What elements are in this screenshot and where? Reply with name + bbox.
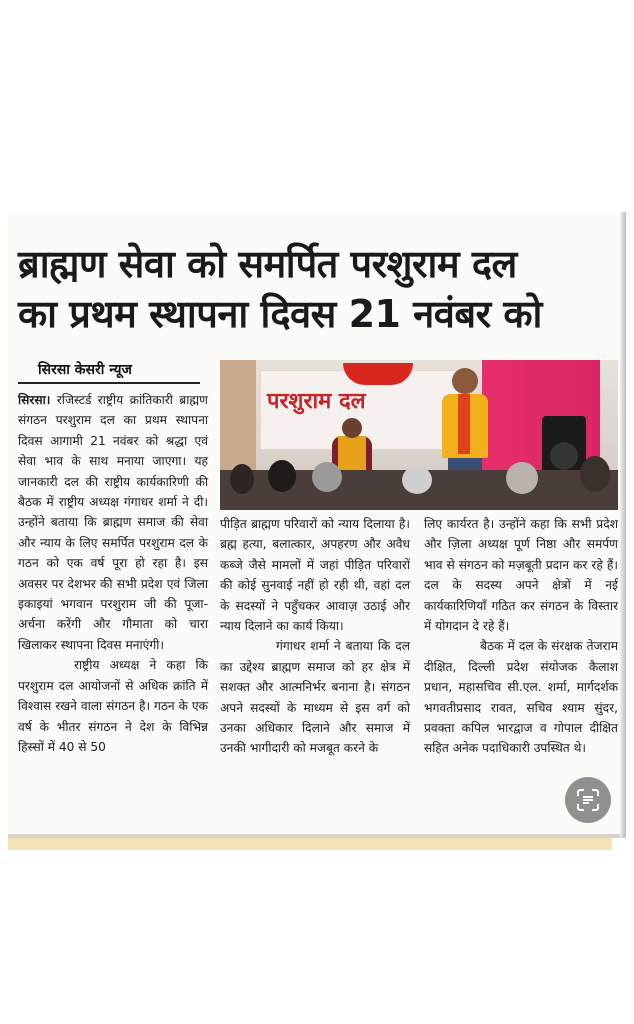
article-column-1 — [18, 390, 208, 757]
page-edge-shadow — [620, 212, 626, 838]
newspaper-clipping — [8, 212, 626, 838]
article-photo — [220, 360, 618, 510]
byline: सिरसा केसरी न्यूज — [38, 362, 132, 378]
article-column-2 — [220, 514, 410, 759]
headline-line-1: ब्राह्मण सेवा को समर्पित परशुराम दल — [18, 242, 517, 286]
dateline: सिरसा। — [18, 393, 51, 407]
photo-audience — [220, 470, 618, 510]
byline-rule — [18, 382, 200, 384]
banner-emblem — [343, 363, 413, 385]
column-1-paragraph-1: रजिस्टर्ड राष्ट्रीय क्रांतिकारी ब्राह्मण संगठन परशुराम दल का प्रथम स्थापना दिवस आगामी 21 नवंबर को श्रद्धा एवं सेवा भाव के साथ मनाया जाएगा। यह जानकारी दल की राष्ट्रीय कार्यकारिणी की बैठक में राष्ट्रीय अध्यक्ष गंगाधर शर्मा ने दी। उन्होंने बताया कि ब्राह्मण समाज की सेवा और न्याय के लिए समर्पित परशुराम दल के गठन को एक वर्ष पूरा हो रहा है। इस अवसर पर देशभर की सभी प्रदेश एवं जिला इकाइयां भगवान परशुराम जी की पूजा-अर्चना करेंगी और गौमाता को चारा खिलाकर स्थापना दिवस मनाएंगी। — [18, 393, 208, 652]
photo-curtain-left — [220, 360, 256, 470]
column-2-paragraph-1: पीड़ित ब्राह्मण परिवारों को न्याय दिलाया है। ब्रह्म हत्या, बलात्कार, अपहरण और अवैध कब्जे जैसे मामलों में जहां पीड़ित परिवारों की कोई सुनवाई नहीं हो रही थी, वहां दल के सदस्यों ने पहुँचकर आवाज़ उठाई और न्याय दिलाने का कार्य किया। — [220, 517, 410, 634]
scan-text-button[interactable] — [565, 777, 611, 823]
article-column-3 — [424, 514, 618, 759]
photo-banner-text: परशुराम दल — [267, 389, 366, 414]
headline-line-2: का प्रथम स्थापना दिवस 21 नवंबर को — [18, 292, 542, 336]
scan-text-icon — [576, 788, 600, 812]
column-3-paragraph-1: लिए कार्यरत है। उन्होंने कहा कि सभी प्रदेश और ज़िला अध्यक्ष पूर्ण निष्ठा और समर्पण भाव से संगठन को मज़बूती प्रदान कर रहे हैं। दल के सदस्य अपने क्षेत्रों में नई कार्यकारिणियाँ गठित कर संगठन के विस्तार में योगदान दे रहे हैं। — [424, 517, 618, 634]
column-3-paragraph-2: बैठक में दल के संरक्षक तेजराम दीक्षित, दिल्ली प्रदेश संयोजक कैलाश प्रधान, महासचिव सी.एल. शर्मा, मार्गदर्शक भगवतीप्रसाद रावत, सचिव श्याम सुंदर, प्रवक्ता कपिल भारद्वाज व गोपाल दीक्षित सहित अनेक पदाधिकारी उपस्थित थे। — [424, 639, 618, 756]
column-1-paragraph-2: राष्ट्रीय अध्यक्ष ने कहा कि परशुराम दल आयोजनों से अधिक क्रांति में विश्वास रखने वाला संगठन है। गठन के एक वर्ष के भीतर संगठन ने देश के विभिन्न हिस्सों में 40 से 50 — [18, 658, 208, 754]
column-2-paragraph-2: गंगाधर शर्मा ने बताया कि दल का उद्देश्य ब्राह्मण समाज को हर क्षेत्र में सशक्त और आत्मनिर्भर बनाना है। संगठन अपने सदस्यों के माध्यम से इस वर्ग को उनका अधिकार दिलाने और समाज में उनकी भागीदारी को मजबूत करने के — [220, 639, 410, 756]
next-page-strip — [8, 838, 612, 850]
